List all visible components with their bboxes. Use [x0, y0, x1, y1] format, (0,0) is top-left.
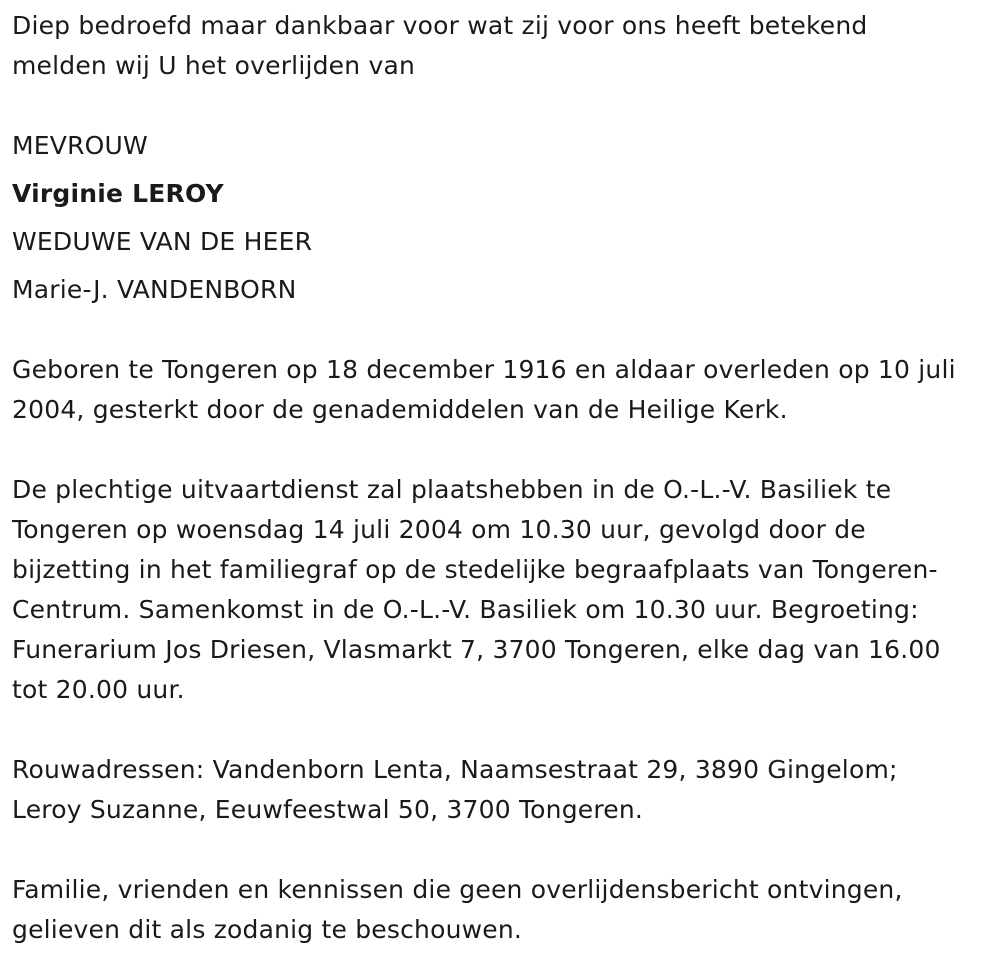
closing-line: Familie, vrienden en kennissen die geen overlijdensbericht ontvingen,: [12, 875, 903, 904]
funeral-line: Tongeren op woensdag 14 juli 2004 om 10.30 uur, gevolgd door de: [12, 515, 866, 544]
relation: WEDUWE VAN DE HEER: [12, 227, 313, 256]
honorific: MEVROUW: [12, 131, 148, 160]
closing-line: gelieven dit als zodanig te beschouwen.: [12, 915, 523, 944]
funeral-line: tot 20.00 uur.: [12, 675, 185, 704]
spouse-name: Marie-J. VANDENBORN: [12, 275, 297, 304]
intro-line: melden wij U het overlijden van: [12, 51, 416, 80]
address-line: Rouwadressen: Vandenborn Lenta, Naamsestraat 29, 3890 Gingelom;: [12, 755, 898, 784]
birth-death-line: Geboren te Tongeren op 18 december 1916 en aldaar overleden op 10 juli: [12, 355, 956, 384]
funeral-paragraph: [12, 470, 1000, 710]
funeral-line: Funerarium Jos Driesen, Vlasmarkt 7, 3700 Tongeren, elke dag van 16.00: [12, 635, 941, 664]
addresses-paragraph: [12, 750, 1000, 830]
funeral-line: De plechtige uitvaartdienst zal plaatshebben in de O.-L.-V. Basiliek te: [12, 475, 892, 504]
funeral-line: Centrum. Samenkomst in de O.-L.-V. Basiliek om 10.30 uur. Begroeting:: [12, 595, 919, 624]
funeral-line: bijzetting in het familiegraf op de stedelijke begraafplaats van Tongeren-: [12, 555, 938, 584]
closing-paragraph: [12, 870, 1000, 950]
intro-paragraph: [12, 6, 1000, 86]
birth-death-paragraph: [12, 350, 1000, 430]
address-line: Leroy Suzanne, Eeuwfeestwal 50, 3700 Tongeren.: [12, 795, 644, 824]
birth-death-line: 2004, gesterkt door de genademiddelen van de Heilige Kerk.: [12, 395, 788, 424]
deceased-name: Virginie LEROY: [12, 179, 224, 208]
deceased-block: [12, 122, 1000, 314]
intro-line: Diep bedroefd maar dankbaar voor wat zij voor ons heeft betekend: [12, 11, 868, 40]
